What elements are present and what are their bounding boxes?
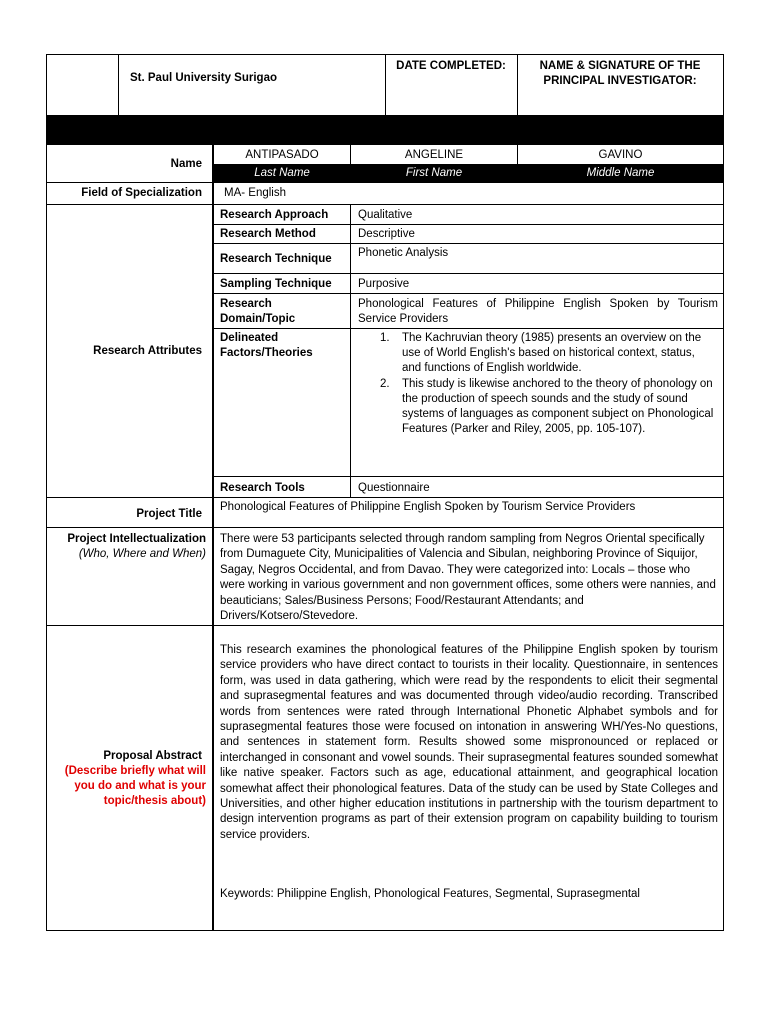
research-tools-value: Questionnaire xyxy=(358,482,430,494)
middle-name-value: GAVINO xyxy=(598,149,643,161)
research-attributes-label: Research Attributes xyxy=(93,345,202,357)
research-technique-label: Research Technique xyxy=(220,253,332,265)
theory-text: The Kachruvian theory (1985) presents an overview on the use of World English's based on historical context, status, and functions of English worldwide. xyxy=(402,332,702,375)
principal-investigator-label: NAME & SIGNATURE OF THE PRINCIPAL INVESTIGATOR: xyxy=(539,60,701,87)
last-name-caption: Last Name xyxy=(254,167,310,179)
first-name-value: ANGELINE xyxy=(404,149,464,161)
research-method-value: Descriptive xyxy=(358,228,415,240)
intellectualization-sublabel: (Who, Where and When) xyxy=(78,548,206,560)
research-technique-value: Phonetic Analysis xyxy=(358,247,449,259)
theory-number: 1. xyxy=(380,332,390,344)
theory-text: This study is likewise anchored to the theory of phonology on the production of speech sounds and the study of sound systems of languages as component subject on Phonological Features (Parker and Riley, 2005, pp. 105-107). xyxy=(402,377,714,436)
research-approach-label: Research Approach xyxy=(220,209,329,221)
abstract-text: This research examines the phonological features of the Philippine English spoken by tourism service providers who have direct contact to tourists in their locality. Questionnaire, in sentences form, was used in data gathering, which were read by the respondents to elicit their segmental and suprasegmental features and was documented through video/audio recording. Transcribed words from sentences were rated through International Phonetic Alphabet symbols and for suprasegmental features those were focused on intonation in answering WH/Yes-No questions, and sentences in statement form. Results showed some mispronounced or replaced or interchanged in consonant and vowel sounds. Their suprasegmental features sounded somewhat like native speaker. Factors such as age, educational attainment, and geographical location somewhat affect their phonological features. Data of the study can be used by State Colleges and Universities, and other higher education institutions in partnership with the tourism department to design intervention programs as part of their extension program on capability building to tourism service providers. xyxy=(220,644,718,841)
project-title-value: Phonological Features of Philippine English Spoken by Tourism Service Providers xyxy=(220,501,636,513)
sampling-technique-label: Sampling Technique xyxy=(220,278,332,290)
theory-item xyxy=(362,377,716,438)
abstract-hint: (Describe briefly what will you do and what is your topic/thesis about) xyxy=(64,765,206,807)
intellectualization-label: Project Intellectualization xyxy=(67,533,206,545)
sampling-technique-value: Purposive xyxy=(358,278,410,290)
abstract-keywords: Keywords: Philippine English, Phonological Features, Segmental, Suprasegmental xyxy=(220,888,640,900)
project-title-label: Project Title xyxy=(136,508,202,520)
delineated-factors-label: Delineated Factors/Theories xyxy=(220,332,313,359)
theory-item xyxy=(362,331,716,377)
field-value: MA- English xyxy=(224,187,286,199)
field-label: Field of Specialization xyxy=(81,187,202,199)
name-label: Name xyxy=(170,158,202,170)
research-domain-value: Phonological Features of Philippine English Spoken by Tourism Service Providers xyxy=(358,298,718,325)
research-approach-value: Qualitative xyxy=(358,209,413,221)
theories-list xyxy=(362,331,716,437)
research-domain-label: Research Domain/Topic xyxy=(220,298,296,325)
last-name-value: ANTIPASADO xyxy=(245,149,319,161)
intellectualization-value: There were 53 participants selected through random sampling from Negros Oriental specifically from Dumaguete City, Municipalities of Valencia and Sibulan, neighboring Province of Siquijor, Sagay, Negros Occidental, and from Davao. They were categorized into: Locals – those who were working in various government and non government offices, some others were nannies, and beauticians; Sales/Business Persons; Food/Restaurant Attendants; and Drivers/Kotsero/Stevedore. xyxy=(220,533,716,623)
research-tools-label: Research Tools xyxy=(220,482,305,494)
research-method-label: Research Method xyxy=(220,228,316,240)
black-banner xyxy=(46,115,724,145)
theory-number: 2. xyxy=(380,377,390,390)
date-completed-label: DATE COMPLETED: xyxy=(396,60,506,72)
middle-name-caption: Middle Name xyxy=(586,167,655,179)
abstract-label: Proposal Abstract xyxy=(103,750,202,762)
university-name: St. Paul University Surigao xyxy=(130,72,277,84)
first-name-caption: First Name xyxy=(405,167,463,179)
